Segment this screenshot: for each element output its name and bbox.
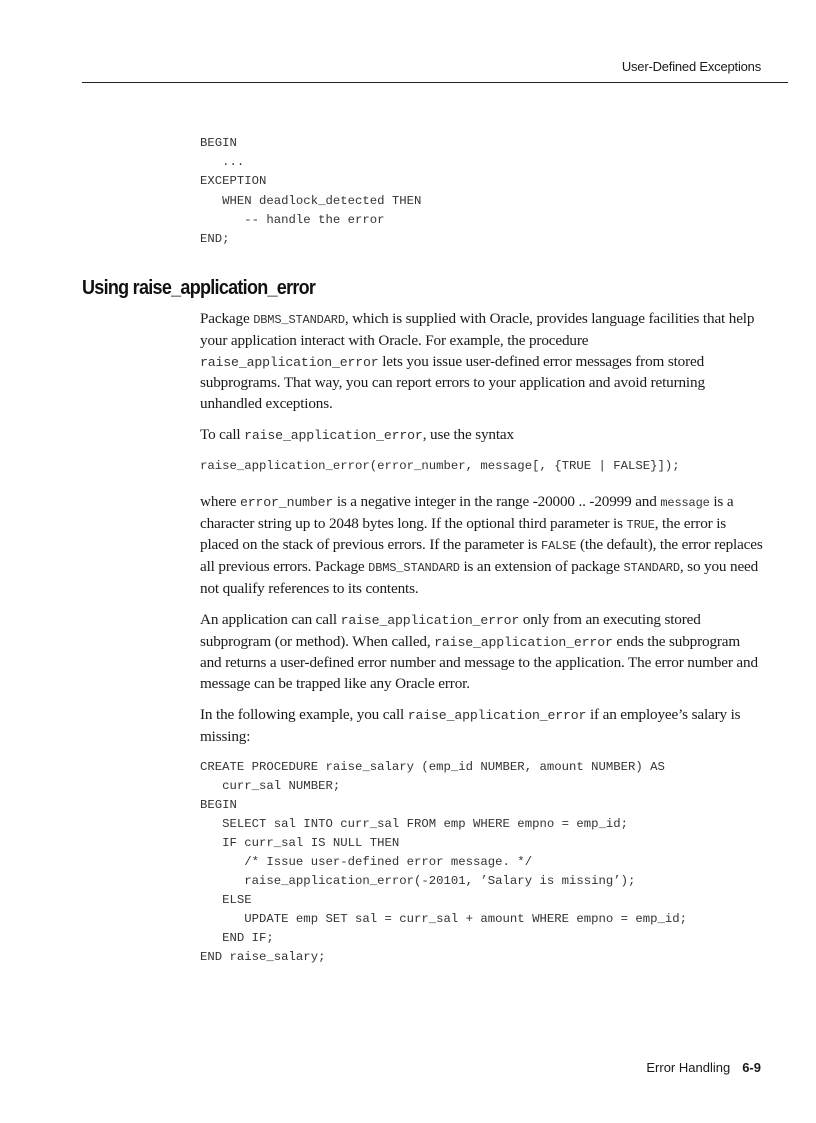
code-error-number: error_number [240,494,334,510]
paragraph-call-syntax: To call raise_application_error, use the syntax [200,425,514,443]
running-header-title: User-Defined Exceptions [621,59,761,74]
code-message: message [660,495,710,510]
code-block-raise-salary: CREATE PROCEDURE raise_salary (emp_id NUMBER, amount NUMBER) AS curr_sal NUMBER; BEGIN SELECT sal INTO curr_sal FROM emp WHERE empno = emp_id; IF curr_sal IS NULL THEN /* Issue user-defined error message. */ raise_application_error(-20101, ’Salary is missing’); ELSE UPDATE emp SET sal = curr_sal + amount WHERE empno = emp_id; END IF; END raise_salary; [200,759,688,964]
code-block-exception-handler: BEGIN ... EXCEPTION WHEN deadlock_detected THEN -- handle the error END; [200,136,422,247]
section-heading: Using raise_application_error [82,277,316,299]
code-raise-application-error: raise_application_error [244,427,423,443]
paragraph-application-call: An application can call raise_application_error only from an executing stored subprogram (or method). When called, raise_application_error ends the subprogram and returns a user-defined error number and message to the application. The error number and message can be trapped like any Oracle error. [200,610,758,693]
paragraph-package-intro: Package DBMS_STANDARD, which is supplied with Oracle, provides language facilities that help your application interact with Oracle. For example, the procedure raise_application_error lets you issue user-defined error messages from stored subprograms. That way, you can report errors to your application and avoid returning unhandled exceptions. [200,310,755,413]
page-number: 6-9 [742,1060,761,1075]
footer-chapter-title: Error Handling [646,1060,731,1075]
code-syntax-line: raise_application_error(error_number, message[, {TRUE | FALSE}]); [200,458,680,473]
paragraph-parameters: where error_number is a negative integer in the range -20000 .. -20999 and message is a character string up to 2048 bytes long. If the optional third parameter is TRUE, the error is placed on the stack of previous errors. If the parameter is FALSE (the default), the error replaces all previous errors. Package DBMS_STANDARD is an extension of package STANDARD, so you need not qualify references to its contents. [200,492,763,597]
section-body [200,309,765,967]
code-raise-application-error: raise_application_error [340,612,520,628]
header-divider [82,82,788,83]
page-footer [646,1060,761,1075]
paragraph-example-intro: In the following example, you call raise_application_error if an employee’s salary is missing: [200,705,741,745]
code-dbms-standard: DBMS_STANDARD [253,313,345,327]
code-standard: STANDARD [623,561,680,576]
code-false: FALSE [541,539,577,554]
code-raise-application-error: raise_application_error [200,354,379,370]
code-true: TRUE [626,517,655,532]
code-dbms-standard: DBMS_STANDARD [368,561,460,576]
code-raise-application-error: raise_application_error [434,634,613,650]
code-raise-application-error: raise_application_error [407,707,587,723]
